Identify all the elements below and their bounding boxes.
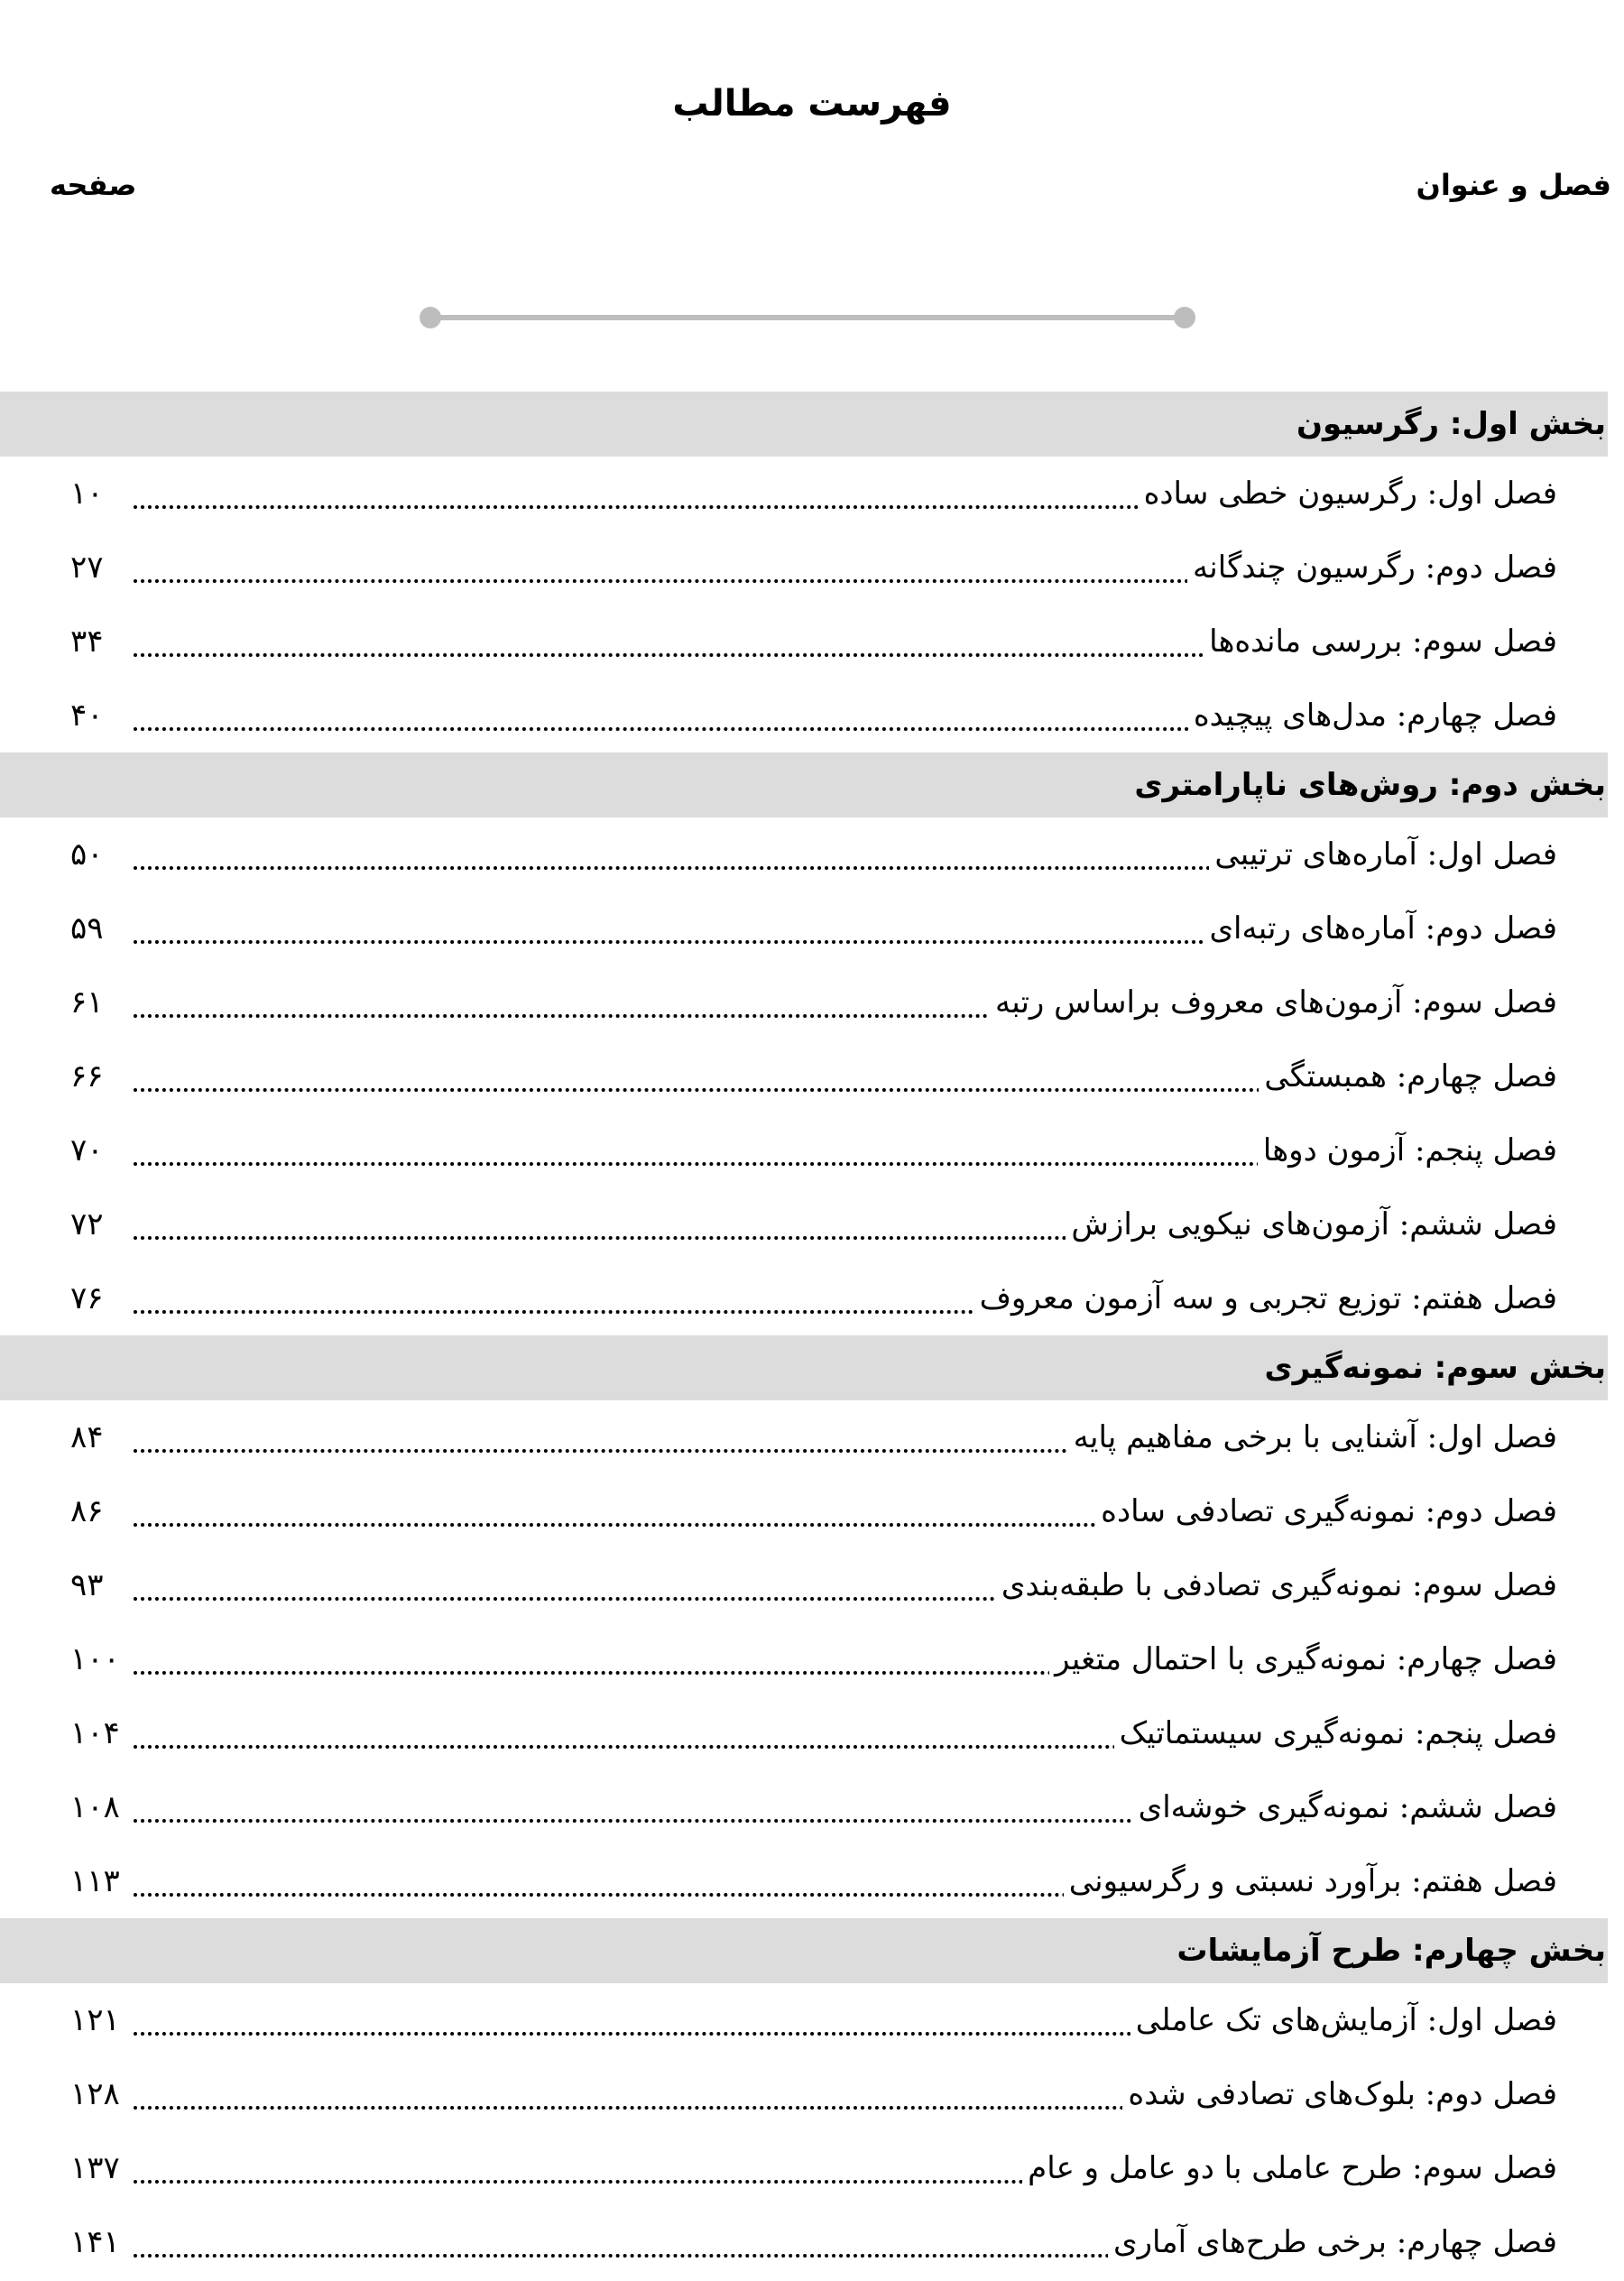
page-number: ۱۰۴ bbox=[70, 1715, 120, 1751]
chapter-title: فصل دوم: بلوک‌های تصادفی شده bbox=[1122, 2076, 1557, 2112]
page-number: ۴۰ bbox=[70, 697, 104, 734]
part-header: بخش اول: رگرسیون bbox=[0, 392, 1608, 457]
toc-entry[interactable] bbox=[0, 2205, 1608, 2279]
toc-entry[interactable] bbox=[0, 1983, 1608, 2057]
page-number: ۱۰۸ bbox=[70, 1789, 120, 1825]
chapter-title: فصل ششم: نمونه‌گیری خوشه‌ای bbox=[1133, 1789, 1557, 1825]
page-number: ۱۲۱ bbox=[70, 2002, 120, 2038]
page-number: ۲۷ bbox=[70, 549, 104, 586]
divider-dot-left bbox=[420, 307, 441, 328]
toc-entry[interactable] bbox=[0, 1039, 1608, 1113]
page-number: ۵۹ bbox=[70, 910, 104, 947]
chapter-title: فصل هفتم: توزیع تجربی و سه آزمون معروف bbox=[974, 1280, 1557, 1316]
page-number: ۸۴ bbox=[70, 1419, 104, 1455]
chapter-title: فصل چهارم: برخی طرح‌های آماری bbox=[1108, 2224, 1557, 2260]
toc-entry[interactable] bbox=[0, 1696, 1608, 1770]
page-title: فهرست مطالب bbox=[672, 83, 952, 125]
chapter-title: فصل سوم: آزمون‌های معروف براساس رتبه bbox=[990, 984, 1557, 1020]
column-header-title: فصل و عنوان bbox=[1416, 168, 1611, 202]
toc-entry[interactable] bbox=[0, 891, 1608, 965]
toc-entry[interactable] bbox=[0, 679, 1608, 753]
toc-entry[interactable] bbox=[0, 1187, 1608, 1261]
page-number: ۳۴ bbox=[70, 623, 104, 660]
toc-entry[interactable] bbox=[0, 2131, 1608, 2205]
toc-entry[interactable] bbox=[0, 1261, 1608, 1335]
page-number: ۷۶ bbox=[70, 1280, 104, 1316]
divider-dot-right bbox=[1174, 307, 1195, 328]
chapter-title: فصل اول: آماره‌های ترتیبی bbox=[1209, 836, 1557, 873]
page-number: ۱۰ bbox=[70, 476, 104, 512]
divider-ornament bbox=[420, 307, 1195, 328]
page-number: ۸۶ bbox=[70, 1493, 104, 1529]
toc-entry[interactable] bbox=[0, 1622, 1608, 1696]
toc-entry[interactable] bbox=[0, 817, 1608, 891]
page-number: ۶۱ bbox=[70, 984, 104, 1020]
toc-entry[interactable] bbox=[0, 2057, 1608, 2131]
chapter-title: فصل هفتم: برآورد نسبتی و رگرسیونی bbox=[1064, 1863, 1557, 1899]
page-number: ۵۰ bbox=[70, 836, 104, 873]
page-number: ۱۳۷ bbox=[70, 2150, 120, 2186]
part-header: بخش دوم: روش‌های ناپارامتری bbox=[0, 753, 1608, 817]
chapter-title: فصل اول: آشنایی با برخی مفاهیم پایه bbox=[1068, 1419, 1557, 1455]
chapter-title: فصل اول: رگرسیون خطی ساده bbox=[1139, 476, 1557, 512]
page-number: ۷۲ bbox=[70, 1206, 104, 1242]
page-number: ۱۴۱ bbox=[70, 2224, 120, 2260]
chapter-title: فصل پنجم: آزمون دوها bbox=[1258, 1132, 1557, 1168]
toc-entry[interactable] bbox=[0, 457, 1608, 531]
toc-entry[interactable] bbox=[0, 1770, 1608, 1844]
part-header: بخش چهارم: طرح آزمایشات bbox=[0, 1918, 1608, 1983]
toc-entry[interactable] bbox=[0, 1474, 1608, 1548]
page-number: ۱۱۳ bbox=[70, 1863, 120, 1899]
page-number: ۶۶ bbox=[70, 1058, 104, 1094]
toc-entry[interactable] bbox=[0, 1548, 1608, 1622]
chapter-title: فصل دوم: رگرسیون چندگانه bbox=[1187, 549, 1557, 586]
chapter-title: فصل چهارم: همبستگی bbox=[1259, 1058, 1557, 1094]
chapter-title: فصل سوم: نمونه‌گیری تصادفی با طبقه‌بندی bbox=[996, 1567, 1557, 1603]
chapter-title: فصل سوم: طرح عاملی با دو عامل و عام bbox=[1022, 2150, 1557, 2186]
chapter-title: فصل ششم: آزمون‌های نیکویی برازش bbox=[1066, 1206, 1557, 1242]
chapter-title: فصل پنجم: نمونه‌گیری سیستماتیک bbox=[1114, 1715, 1557, 1751]
chapter-title: فصل چهارم: نمونه‌گیری با احتمال متغیر bbox=[1049, 1641, 1557, 1677]
page-number: ۷۰ bbox=[70, 1132, 104, 1168]
page-number: ۱۰۰ bbox=[70, 1641, 120, 1677]
toc-entry[interactable] bbox=[0, 1400, 1608, 1474]
chapter-title: فصل اول: آزمایش‌های تک عاملی bbox=[1130, 2002, 1557, 2038]
toc-entry[interactable] bbox=[0, 1844, 1608, 1918]
page-number: ۹۳ bbox=[70, 1567, 104, 1603]
chapter-title: فصل دوم: نمونه‌گیری تصادفی ساده bbox=[1095, 1493, 1557, 1529]
table-of-contents bbox=[0, 392, 1608, 2279]
chapter-title: فصل دوم: آماره‌های رتبه‌ای bbox=[1204, 910, 1557, 947]
page-number: ۱۲۸ bbox=[70, 2076, 120, 2112]
toc-entry[interactable] bbox=[0, 965, 1608, 1039]
toc-entry[interactable] bbox=[0, 531, 1608, 605]
column-header-page: صفحه bbox=[50, 168, 137, 202]
part-header: بخش سوم: نمونه‌گیری bbox=[0, 1335, 1608, 1400]
chapter-title: فصل چهارم: مدل‌های پیچیده bbox=[1188, 697, 1557, 734]
chapter-title: فصل سوم: بررسی مانده‌ها bbox=[1204, 623, 1557, 660]
toc-entry[interactable] bbox=[0, 605, 1608, 679]
divider-line bbox=[430, 315, 1185, 320]
toc-entry[interactable] bbox=[0, 1113, 1608, 1187]
